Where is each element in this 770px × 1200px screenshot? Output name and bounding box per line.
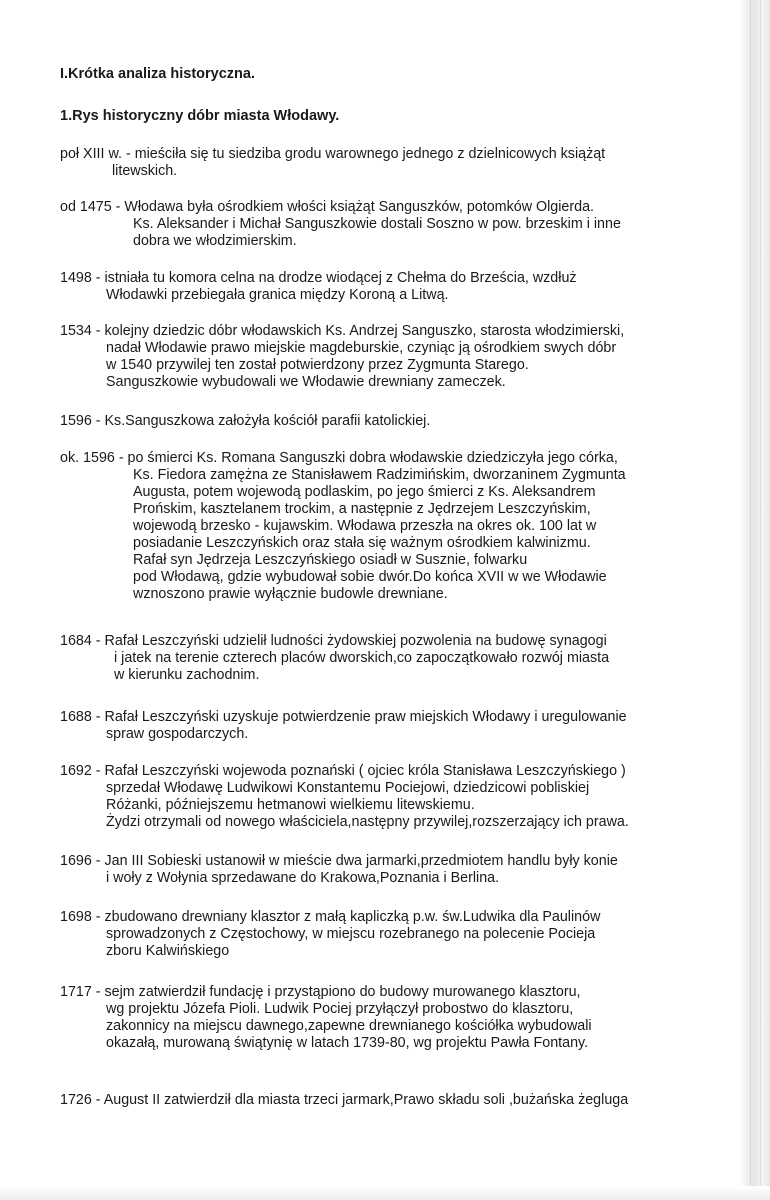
- entry-line: od 1475 - Włodawa była ośrodkiem włości książąt Sanguszków, potomków Olgierda.: [60, 199, 595, 215]
- entry-line: Włodawki przebiegała granica między Koroną a Litwą.: [106, 287, 449, 303]
- entry-line: wojewodą brzesko - kujawskim. Włodawa przeszła na okres ok. 100 lat w: [133, 518, 597, 534]
- entry-line: 1692 - Rafał Leszczyński wojewoda poznański ( ojciec króla Stanisława Leszczyńskiego ): [60, 763, 626, 779]
- entry-line: Prońskim, kasztelanem trockim, a następnie z Jędrzejem Leszczyńskim,: [133, 501, 591, 517]
- entry-line: 1596 - Ks.Sanguszkowa założyła kościół parafii katolickiej.: [60, 413, 431, 429]
- entry-line: Rafał syn Jędrzeja Leszczyńskiego osiadł w Susznie, folwarku: [133, 552, 528, 568]
- entry-line: wznoszono prawie wyłącznie budowle drewniane.: [133, 586, 448, 602]
- entry-line: poł XIII w. - mieściła się tu siedziba grodu warownego jednego z dzielnicowych książąt: [60, 146, 606, 162]
- entry-line: Ks. Aleksander i Michał Sanguszkowie dostali Soszno w pow. brzeskim i inne: [133, 216, 621, 232]
- entry-line: 1717 - sejm zatwierdził fundację i przystąpiono do budowy murowanego klasztoru,: [60, 984, 581, 1000]
- entry-line: pod Włodawą, gdzie wybudował sobie dwór.Do końca XVII w we Włodawie: [133, 569, 607, 585]
- entry-line: litewskich.: [112, 163, 178, 179]
- entry-line: Różanki, późniejszemu hetmanowi wielkiemu litewskiemu.: [106, 797, 475, 813]
- entry-line: wg projektu Józefa Pioli. Ludwik Pociej przyłączył probostwo do klasztoru,: [106, 1001, 574, 1017]
- entry-line: zboru Kalwińskiego: [106, 943, 230, 959]
- entry-line: w kierunku zachodnim.: [114, 667, 260, 683]
- entry-line: okazałą, murowaną świątynię w latach 1739-80, wg projektu Pawła Fontany.: [106, 1035, 589, 1051]
- entry-line: zakonnicy na miejscu dawnego,zapewne drewnianego kościółka wybudowali: [106, 1018, 592, 1034]
- scanned-page-bottom-edge: [0, 1186, 770, 1200]
- entry-line: i woły z Wołynia sprzedawane do Krakowa,Poznania i Berlina.: [106, 870, 500, 886]
- entry-line: 1688 - Rafał Leszczyński uzyskuje potwierdzenie praw miejskich Włodawy i uregulowanie: [60, 709, 627, 725]
- section-heading: I.Krótka analiza historyczna.: [60, 66, 256, 82]
- entry-line: nadał Włodawie prawo miejskie magdeburskie, czyniąc ją ośrodkiem swych dóbr: [106, 340, 617, 356]
- entry-line: 1696 - Jan III Sobieski ustanowił w mieście dwa jarmarki,przedmiotem handlu były konie: [60, 853, 618, 869]
- entry-line: 1698 - zbudowano drewniany klasztor z małą kapliczką p.w. św.Ludwika dla Paulinów: [60, 909, 601, 925]
- scanned-page-edge: [740, 0, 770, 1200]
- entry-line: sprowadzonych z Częstochowy, w miejscu rozebranego na polecenie Pocieja: [106, 926, 596, 942]
- entry-line: Augusta, potem wojewodą podlaskim, po jego śmierci z Ks. Aleksandrem: [133, 484, 596, 500]
- entry-line: ok. 1596 - po śmierci Ks. Romana Sanguszki dobra włodawskie dziedziczyła jego córka,: [60, 450, 618, 466]
- subsection-heading: 1.Rys historyczny dóbr miasta Włodawy.: [60, 108, 340, 124]
- entry-line: dobra we włodzimierskim.: [133, 233, 297, 249]
- entry-line: Ks. Fiedora zamężna ze Stanisławem Radzimińskim, dworzaninem Zygmunta: [133, 467, 626, 483]
- entry-line: i jatek na terenie czterech placów dworskich,co zapoczątkowało rozwój miasta: [114, 650, 610, 666]
- entry-line: 1498 - istniała tu komora celna na drodze wiodącej z Chełma do Brześcia, wzdłuż: [60, 270, 577, 286]
- entry-line: 1534 - kolejny dziedzic dóbr włodawskich Ks. Andrzej Sanguszko, starosta włodzimierski,: [60, 323, 625, 339]
- entry-line: Sanguszkowie wybudowali we Włodawie drewniany zameczek.: [106, 374, 506, 390]
- entry-line: spraw gospodarczych.: [106, 726, 249, 742]
- entry-line: posiadanie Leszczyńskich oraz stała się ważnym ośrodkiem kalwinizmu.: [133, 535, 591, 551]
- entry-line: Żydzi otrzymali od nowego właściciela,następny przywilej,rozszerzający ich prawa.: [106, 814, 629, 830]
- entry-line: w 1540 przywilej ten został potwierdzony przez Zygmunta Starego.: [106, 357, 529, 373]
- entry-line: sprzedał Włodawę Ludwikowi Konstantemu Pociejowi, dziedzicowi pobliskiej: [106, 780, 590, 796]
- entry-line: 1684 - Rafał Leszczyński udzielił ludności żydowskiej pozwolenia na budowę synagogi: [60, 633, 607, 649]
- entry-line: 1726 - August II zatwierdził dla miasta trzeci jarmark,Prawo składu soli ,bużańska żegluga: [60, 1092, 629, 1108]
